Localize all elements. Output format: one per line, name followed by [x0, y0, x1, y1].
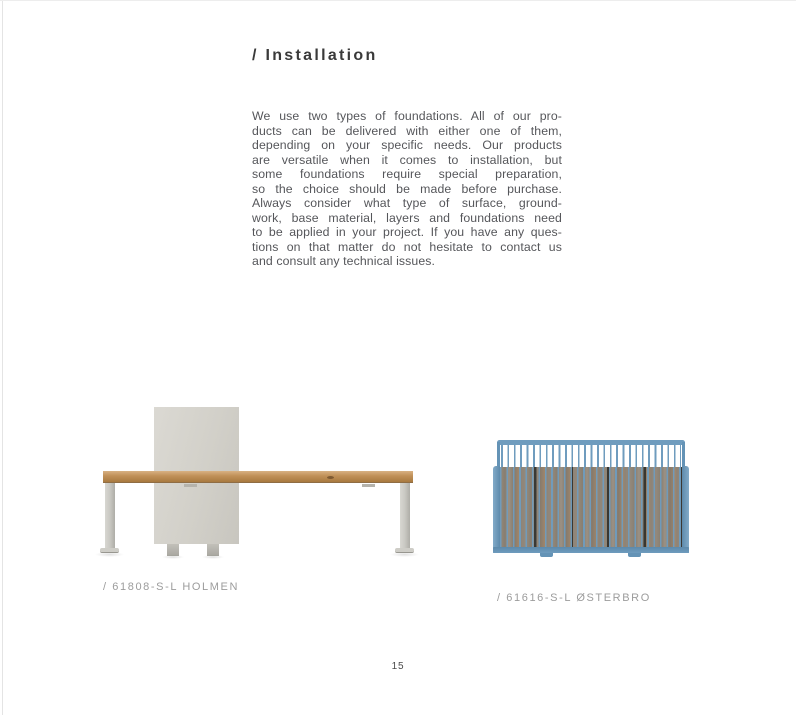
intro-line: We use two types of foundations. All of our pro- [252, 109, 562, 123]
fence-rail-end [497, 442, 500, 468]
bench-leg-right [400, 483, 410, 549]
intro-line: Always consider what type of surface, ground- [252, 196, 562, 210]
bench-wood-seat [103, 471, 413, 483]
ground-shadow [390, 552, 419, 557]
fence-post-left [493, 466, 500, 553]
fence-foot [628, 553, 641, 557]
page-title: / Installation [252, 47, 378, 64]
fence-bottom-rail [493, 547, 689, 553]
intro-line: are versatile when it comes to installation, but [252, 152, 562, 167]
fence-wood-planks [500, 467, 682, 548]
page-number: 15 [391, 661, 405, 672]
page-top-line [0, 0, 796, 1]
product-code-osterbro: / 61616-S-L ØSTERBRO [497, 592, 651, 604]
intro-line: ducts can be delivered with either one of them, [252, 123, 562, 138]
fence-post-right [682, 466, 689, 553]
product-code-holmen: / 61808-S-L HOLMEN [103, 581, 239, 593]
ground-shadow [202, 555, 224, 559]
intro-line: tions on that matter do not hesitate to contact us [252, 239, 562, 254]
intro-paragraph [252, 109, 562, 269]
intro-line: to be applied in your project. If you have any ques- [252, 225, 562, 239]
intro-line: some foundations require special preparation, [252, 167, 562, 181]
bench-seat-bracket [362, 484, 375, 487]
intro-line: depending on your specific needs. Our products [252, 138, 562, 152]
fence-foot [540, 553, 553, 557]
intro-line: and consult any technical issues. [252, 254, 436, 268]
intro-line: work, base material, layers and foundations need [252, 210, 562, 225]
bench-leg-left [105, 483, 115, 549]
fence-top-rail [497, 440, 685, 445]
fence-rail-end [682, 442, 685, 468]
wood-knot [327, 476, 334, 479]
ground-shadow [162, 555, 184, 559]
ground-shadow [95, 552, 124, 557]
page-edge-line [2, 0, 3, 715]
intro-line: so the choice should be made before purchase. [252, 181, 562, 196]
fence-railing-bars [501, 444, 681, 468]
bench-seat-bracket [184, 484, 197, 487]
